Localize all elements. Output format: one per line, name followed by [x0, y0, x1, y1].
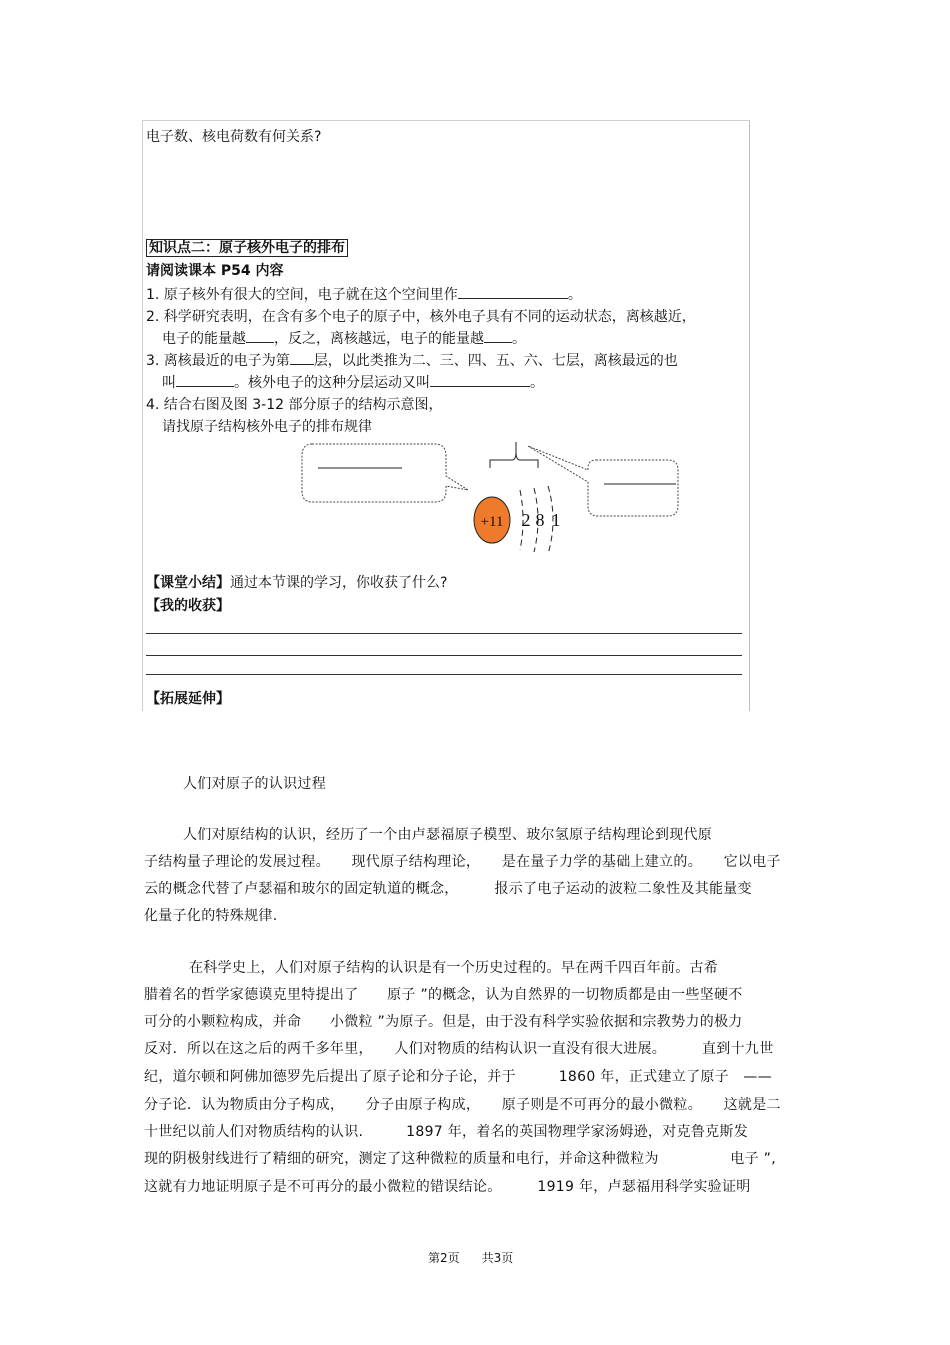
question-4-line1: 4. 结合右图及图 3-12 部分原子的结构示意图，	[146, 397, 443, 413]
p2-line-1: 在科学史上，人们对原子结构的认识是有一个历史过程的。早在两千四百年前。古希	[189, 960, 719, 976]
q3-text-c: 叫	[162, 375, 176, 391]
q1-blank	[458, 285, 568, 299]
q3-blank-3	[430, 373, 530, 387]
right-callout-bubble	[528, 446, 678, 516]
nucleus-charge: +11	[480, 514, 504, 530]
q3-end: 。	[530, 375, 544, 391]
question-1	[146, 284, 582, 304]
page-footer	[428, 1249, 513, 1266]
question-4-line2: 请找原子结构核外电子的排布规律	[162, 419, 372, 435]
class-summary	[146, 572, 447, 592]
atom-structure-diagram	[290, 438, 740, 568]
shell-bracket	[490, 452, 538, 468]
p2-line-8: 现的阴极射线进行了精细的研究，测定了这种微粒的质量和电行，并命这种微粒为 电子 ”,	[144, 1151, 776, 1167]
question-2-line1: 2. 科学研究表明，在含有多个电子的原子中，核外电子具有不同的运动状态，离核越近，	[146, 309, 696, 325]
q2-text-c: ，反之，离核越远，电子的能量越	[274, 331, 484, 347]
left-callout-bubble	[302, 444, 468, 502]
summary-label: 【课堂小结】	[146, 575, 230, 591]
summary-text: 通过本节课的学习，你收获了什么?	[230, 575, 448, 591]
shell-3-count: 1	[551, 510, 561, 530]
harvest-label: 【我的收获】	[146, 598, 230, 614]
q2-blank-2	[484, 329, 512, 343]
page-total: 共3页	[481, 1251, 514, 1265]
shell-2-count: 8	[535, 510, 545, 530]
p2-line-6: 分子论．认为物质由分子构成， 分子由原子构成， 原子则是不可再分的最小微粒。 这就是二	[144, 1097, 781, 1113]
page-number: 第2页	[428, 1251, 460, 1265]
p1-line-1: 人们对原结构的认识，经历了一个由卢瑟福原子模型、玻尔氢原子结构理论到现代原	[183, 827, 713, 843]
extension-label: 【拓展延伸】	[146, 691, 230, 707]
p2-line-9: 这就有力地证明原子是不可再分的最小微粒的错误结论。 1919 年，卢瑟福用科学实验证明	[144, 1179, 751, 1195]
q2-text-b: 电子的能量越	[162, 331, 246, 347]
p2-line-3: 可分的小颗粒构成，并命 小微粒 ”为原子。但是，由于没有科学实验依据和宗教势力的极力	[144, 1014, 743, 1030]
answer-line-1	[146, 633, 742, 634]
q3-text-d: 。核外电子的这种分层运动又叫	[234, 375, 430, 391]
section2-heading	[146, 237, 348, 257]
p2-line-4: 反对．所以在这之后的两千多年里， 人们对物质的结构认识一直没有很大进展。 直到十九世	[144, 1041, 774, 1057]
p1-line-4: 化量子化的特殊规律.	[144, 908, 278, 924]
q1-text: 1. 原子核外有很大的空间，电子就在这个空间里作	[146, 287, 458, 303]
article-title: 人们对原子的认识过程	[183, 776, 326, 792]
read-instruction: 请阅读课本 P54 内容	[146, 263, 284, 279]
q2-blank-1	[246, 329, 274, 343]
question-top: 电子数、核电荷数有何关系?	[146, 129, 322, 145]
p1-line-3: 云的概念代替了卢瑟福和玻尔的固定轨道的概念， 报示了电子运动的波粒二象性及其能量变	[144, 881, 752, 897]
q3-text-a: 3. 离核最近的电子为第	[146, 353, 290, 369]
q3-blank-2	[176, 373, 234, 387]
answer-line-3	[146, 674, 742, 675]
p2-line-2: 腊着名的哲学家德谟克里特提出了 原子 ”的概念，认为自然界的一切物质都是由一些坚硬不	[144, 987, 743, 1003]
question-3-line2	[162, 372, 544, 392]
p2-line-7: 十世纪以前人们对物质结构的认识. 1897 年，着名的英国物理学家汤姆逊，对克鲁克斯发	[144, 1124, 749, 1140]
answer-line-2	[146, 655, 742, 656]
shell-1-count: 2	[521, 510, 531, 530]
p2-line-5: 纪，道尔顿和阿佛加德罗先后提出了原子论和分子论，并于 1860 年，正式建立了原子 ——	[144, 1069, 772, 1085]
q2-end: 。	[512, 331, 526, 347]
section2-heading-text: 知识点二：原子核外电子的排布	[146, 239, 348, 257]
q1-end: 。	[567, 287, 582, 303]
q3-text-b: 层，以此类推为二、三、四、五、六、七层，离核最远的也	[313, 353, 678, 369]
question-2-line2	[162, 328, 526, 348]
q3-blank-1	[290, 351, 314, 365]
question-3-line1	[146, 350, 678, 370]
p1-line-2: 子结构量子理论的发展过程。 现代原子结构理论， 是在量子力学的基础上建立的。 它以电子	[144, 854, 781, 870]
